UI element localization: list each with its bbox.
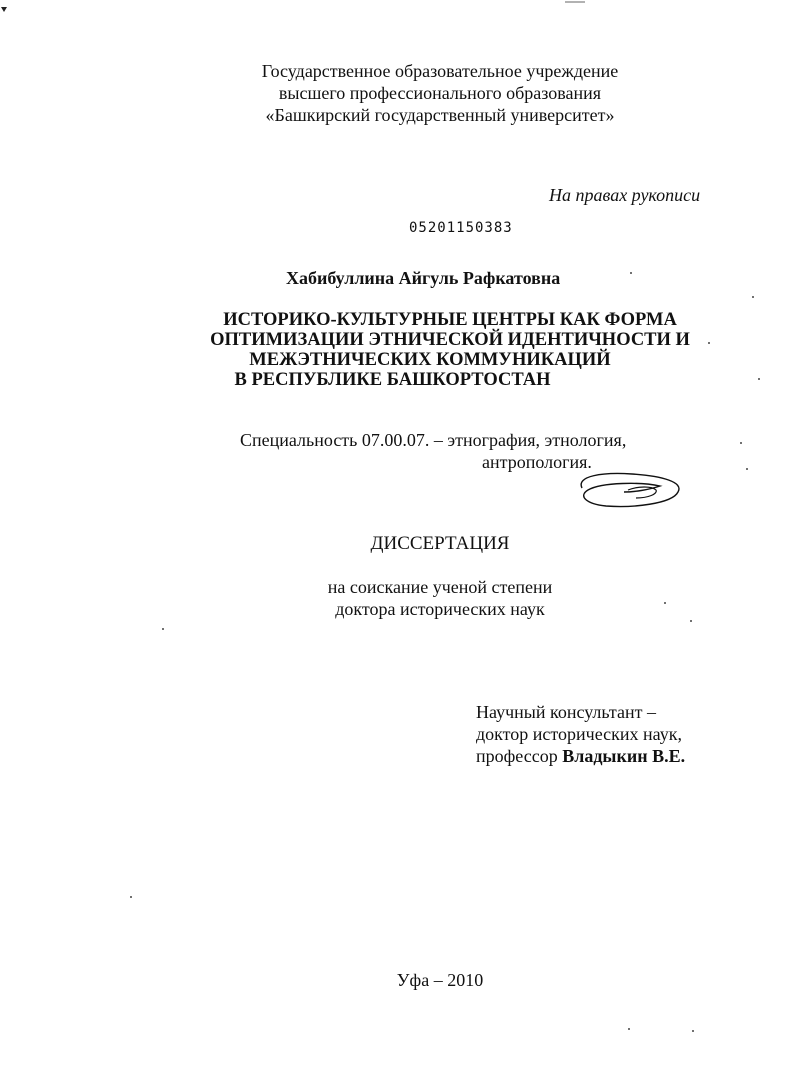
consultant-block [476,701,685,767]
scan-speck [758,378,760,380]
scan-speck [692,1030,694,1032]
scan-speck [628,1028,630,1030]
title-line: ИСТОРИКО-КУЛЬТУРНЫЕ ЦЕНТРЫ КАК ФОРМА [223,310,677,330]
scan-speck [130,896,132,898]
title-line: ОПТИМИЗАЦИИ ЭТНИЧЕСКОЙ ИДЕНТИЧНОСТИ И [210,330,690,350]
scan-speck [740,442,742,444]
institution-line: высшего профессионального образования [278,83,602,103]
title-line: В РЕСПУБЛИКЕ БАШКОРТОСТАН [234,370,551,390]
catalog-code: 05201150383 [409,220,513,236]
title-line: МЕЖЭТНИЧЕСКИХ КОММУНИКАЦИЙ [249,350,611,370]
scan-speck [690,620,692,622]
institution-line: «Башкирский государственный университет» [265,105,615,125]
city-year: Уфа – 2010 [396,970,484,990]
consultant-title: профессор [476,746,563,766]
scan-speck [630,272,632,274]
document-type: ДИССЕРТАЦИЯ [370,533,510,554]
dissertation-title [170,310,730,390]
degree-line: на соискание ученой степени [327,577,553,597]
consultant-line: Научный консультант – [476,702,656,722]
institution-block [120,60,760,126]
specialty-line: антропология. [482,452,592,472]
consultant-line [476,745,685,767]
scan-speck [708,342,710,344]
scan-mark-icon [0,6,8,14]
consultant-line: доктор исторических наук, [476,724,682,744]
signature-icon [572,468,690,510]
scan-speck [162,628,164,630]
author-name: Хабибуллина Айгуль Рафкатовна [286,268,561,288]
scan-speck [664,602,666,604]
scan-dash-icon [565,0,585,4]
degree-block [120,576,760,620]
institution-line: Государственное образовательное учреждение [261,61,619,81]
scan-speck [746,468,748,470]
specialty [240,429,626,473]
scan-speck [752,296,754,298]
rights-note: На правах рукописи [549,185,701,205]
consultant-name: Владыкин В.Е. [562,746,686,766]
degree-line: доктора исторических наук [335,599,545,619]
specialty-line: Специальность 07.00.07. – этнография, этнология, [240,430,627,450]
